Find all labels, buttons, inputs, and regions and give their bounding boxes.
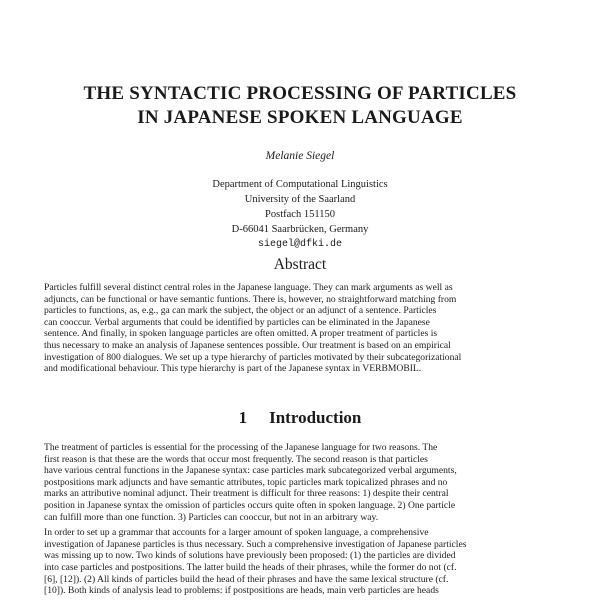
intro-line: postpositions mark adjuncts and have semantic attributes, topic particles mark topicalized phrases and no	[44, 476, 448, 488]
intro-line: first reason is that these are the words that occur most frequently. The second reason is that particles	[44, 453, 428, 465]
author-affiliation	[0, 177, 600, 252]
introduction-body	[44, 442, 558, 597]
affiliation-university: University of the Saarland	[244, 194, 356, 205]
abstract-line: Particles fulfill several distinct central roles in the Japanese language. They can mark arguments as well as	[44, 282, 453, 293]
abstract-line: can cooccur. Verbal arguments that could be identified by particles can be eliminated in the Japanese	[44, 316, 430, 328]
intro-line: can fulfill more than one function. 3) Particles can cooccur, but not in an arbitrary way.	[44, 511, 379, 523]
abstract-line: sentence. And finally, in spoken language particles are often omitted. A proper treatment of particles is	[44, 328, 438, 340]
intro-line: [6], [12]). (2) All kinds of particles build the head of their phrases and have the same lexical structure (cf.	[44, 573, 449, 585]
intro-line: into case particles and postpositions. The latter build the heads of their phrases, while the former do not (cf.	[44, 561, 457, 573]
title-line-1: THE SYNTACTIC PROCESSING OF PARTICLES	[83, 83, 517, 104]
affiliation-department: Department of Computational Linguistics	[212, 179, 388, 190]
intro-line: position in Japanese syntax the omission of particles occurs quite often in spoken language. 2) One particle	[44, 499, 456, 511]
abstract-line: investigation of 800 dialogues. We set up a type hierarchy of particles motivated by their subcategorizational	[44, 351, 462, 363]
abstract-body	[44, 282, 558, 375]
intro-line: The treatment of particles is essential for the processing of the Japanese language for two reasons. The	[44, 442, 438, 453]
section-heading	[0, 408, 600, 428]
section-number: 1	[238, 408, 248, 427]
abstract-line: particles to functions, as, e.g., ga can mark the subject, the object or an adjunct of a sentence. Particles	[44, 305, 437, 317]
paragraph-2	[44, 527, 558, 597]
title-line-2: IN JAPANESE SPOKEN LANGUAGE	[137, 107, 463, 128]
intro-line: have various central functions in the Japanese syntax: case particles mark subcategorized verbal arguments,	[44, 465, 457, 477]
abstract-line: adjuncts, can be functional or have semantic funtions. There is, however, no straightforward matching from	[44, 293, 457, 305]
author-name: Melanie Siegel	[265, 150, 335, 162]
intro-line: In order to set up a grammar that accounts for a larger amount of spoken language, a comprehensive	[44, 527, 429, 539]
paragraph-1	[44, 442, 558, 523]
affiliation-postfach: Postfach 151150	[265, 209, 335, 220]
author-email: siegel@dfki.de	[257, 239, 342, 250]
intro-line: [10]). Both kinds of analysis lead to problems: if postpositions are heads, main verb particles are heads	[44, 585, 439, 597]
abstract-line: and modificational behaviour. This type hierarchy is part of the Japanese syntax in VERBMOBIL.	[44, 363, 422, 375]
intro-line: investigation of Japanese particles is thus necessary. Such a comprehensive investigation of Japanese particles	[44, 538, 467, 550]
paper-title	[40, 82, 560, 130]
intro-line: marks an attributive nominal adjunct. Their treatment is difficult for three reasons: 1) despite their central	[44, 488, 449, 500]
abstract-line: thus necessary to make an analysis of Japanese sentences possible. Our treatment is based on an empirical	[44, 339, 451, 351]
intro-line: was missing up to now. Two kinds of solutions have previously been proposed: (1) the particles are divided	[44, 550, 456, 562]
section-title: Introduction	[269, 408, 362, 427]
affiliation-city: D-66041 Saarbrücken, Germany	[231, 224, 369, 235]
abstract-heading: Abstract	[273, 256, 327, 273]
